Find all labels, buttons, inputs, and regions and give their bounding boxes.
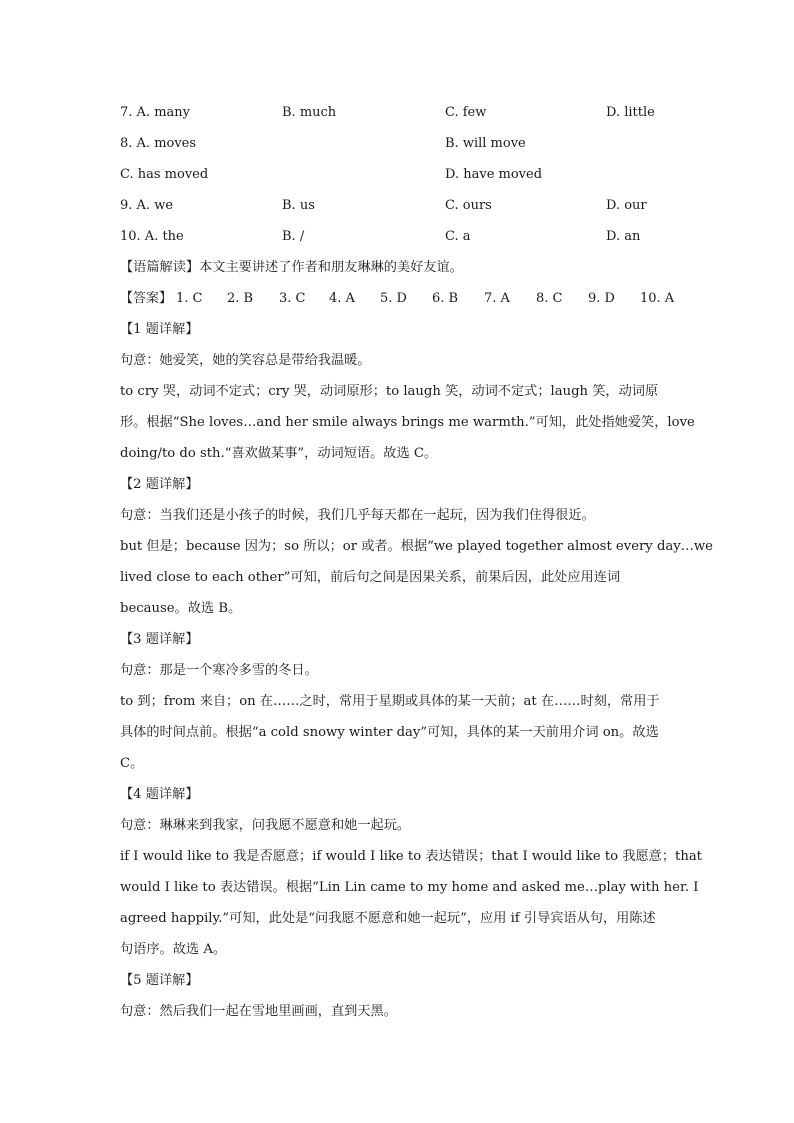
text-line: 句意：当我们还是小孩子的时候，我们几乎每天都在一起玩，因为我们住得很近。 (120, 508, 595, 523)
option-text: 9. A. we (120, 198, 174, 213)
option-text: B. will move (445, 136, 526, 151)
option-text: C. ours (445, 198, 492, 213)
answer-item: 9. D (588, 291, 615, 306)
option-text: 10. A. the (120, 229, 184, 244)
answer-item: 2. B (227, 291, 254, 306)
answer-item: 7. A (484, 291, 510, 306)
answer-item: 6. B (432, 291, 459, 306)
option-text: D. our (606, 198, 647, 213)
answer-item: 1. C (176, 291, 203, 306)
options-row-8b (120, 165, 680, 196)
answer-item: 10. A (640, 291, 675, 306)
answer-key (120, 289, 680, 309)
text-line: 具体的时间点前。根据“a cold snowy winter day”可知，具体的某一天前用介词 on。故选 (120, 725, 659, 740)
answer-item: 4. A (329, 291, 355, 306)
text-line: to 到；from 来自；on 在……之时，常用于星期或具体的某一天前；at 在……时刻，常用于 (120, 694, 660, 709)
option-text: C. has moved (120, 167, 209, 182)
section-heading: 【4 题详解】 (120, 787, 199, 802)
text-line: 句语序。故选 A。 (120, 942, 227, 957)
options-row-7 (120, 103, 680, 134)
section-heading: 【2 题详解】 (120, 477, 199, 492)
text-line: 句意：那是一个寒冷多雪的冬日。 (120, 663, 318, 678)
answer-item: 3. C (279, 291, 306, 306)
option-text: B. / (282, 229, 305, 244)
option-text: 8. A. moves (120, 136, 197, 151)
text-line: 形。根据“She loves…and her smile always brings me warmth.”可知，此处指她爱笑，love (120, 415, 695, 430)
reading-summary: 【语篇解读】本文主要讲述了作者和朋友琳琳的美好友谊。 (120, 260, 463, 275)
option-text: B. us (282, 198, 315, 213)
text-line: agreed happily.”可知，此处是“问我愿不愿意和她一起玩”，应用 if 引导宾语从句，用陈述 (120, 911, 656, 926)
option-text: D. have moved (445, 167, 543, 182)
option-text: D. an (606, 229, 641, 244)
text-line: 句意：琳琳来到我家，问我愿不愿意和她一起玩。 (120, 818, 411, 833)
options-row-8a (120, 134, 680, 165)
text-line: C。 (120, 756, 144, 771)
text-line: lived close to each other”可知，前后句之间是因果关系，前果后因，此处应用连词 (120, 570, 621, 585)
text-line: doing/to do sth.“喜欢做某事”，动词短语。故选 C。 (120, 446, 438, 461)
text-line: to cry 哭，动词不定式；cry 哭，动词原形；to laugh 笑，动词不定式；laugh 笑，动词原 (120, 384, 659, 399)
option-text: 7. A. many (120, 105, 190, 120)
text-line: would I like to 表达错误。根据“Lin Lin came to my home and asked me…play with her. I (120, 880, 699, 895)
text-line: 句意：然后我们一起在雪地里画画，直到天黑。 (120, 1004, 397, 1019)
text-line: because。故选 B。 (120, 601, 242, 616)
section-heading: 【3 题详解】 (120, 632, 199, 647)
option-text: C. few (445, 105, 487, 120)
options-row-9 (120, 196, 680, 227)
section-heading: 【5 题详解】 (120, 973, 199, 988)
section-heading: 【1 题详解】 (120, 322, 199, 337)
text-line: but 但是；because 因为；so 所以；or 或者。根据“we played together almost every day…we (120, 539, 713, 554)
option-text: C. a (445, 229, 471, 244)
answer-item: 5. D (380, 291, 407, 306)
answer-item: 8. C (536, 291, 563, 306)
option-text: D. little (606, 105, 655, 120)
options-row-10 (120, 227, 680, 258)
option-text: B. much (282, 105, 337, 120)
text-line: if I would like to 我是否愿意；if would I like to 表达错误；that I would like to 我愿意；that (120, 849, 702, 864)
answer-label: 【答案】 (120, 291, 173, 306)
text-line: 句意：她爱笑，她的笑容总是带给我温暖。 (120, 353, 371, 368)
